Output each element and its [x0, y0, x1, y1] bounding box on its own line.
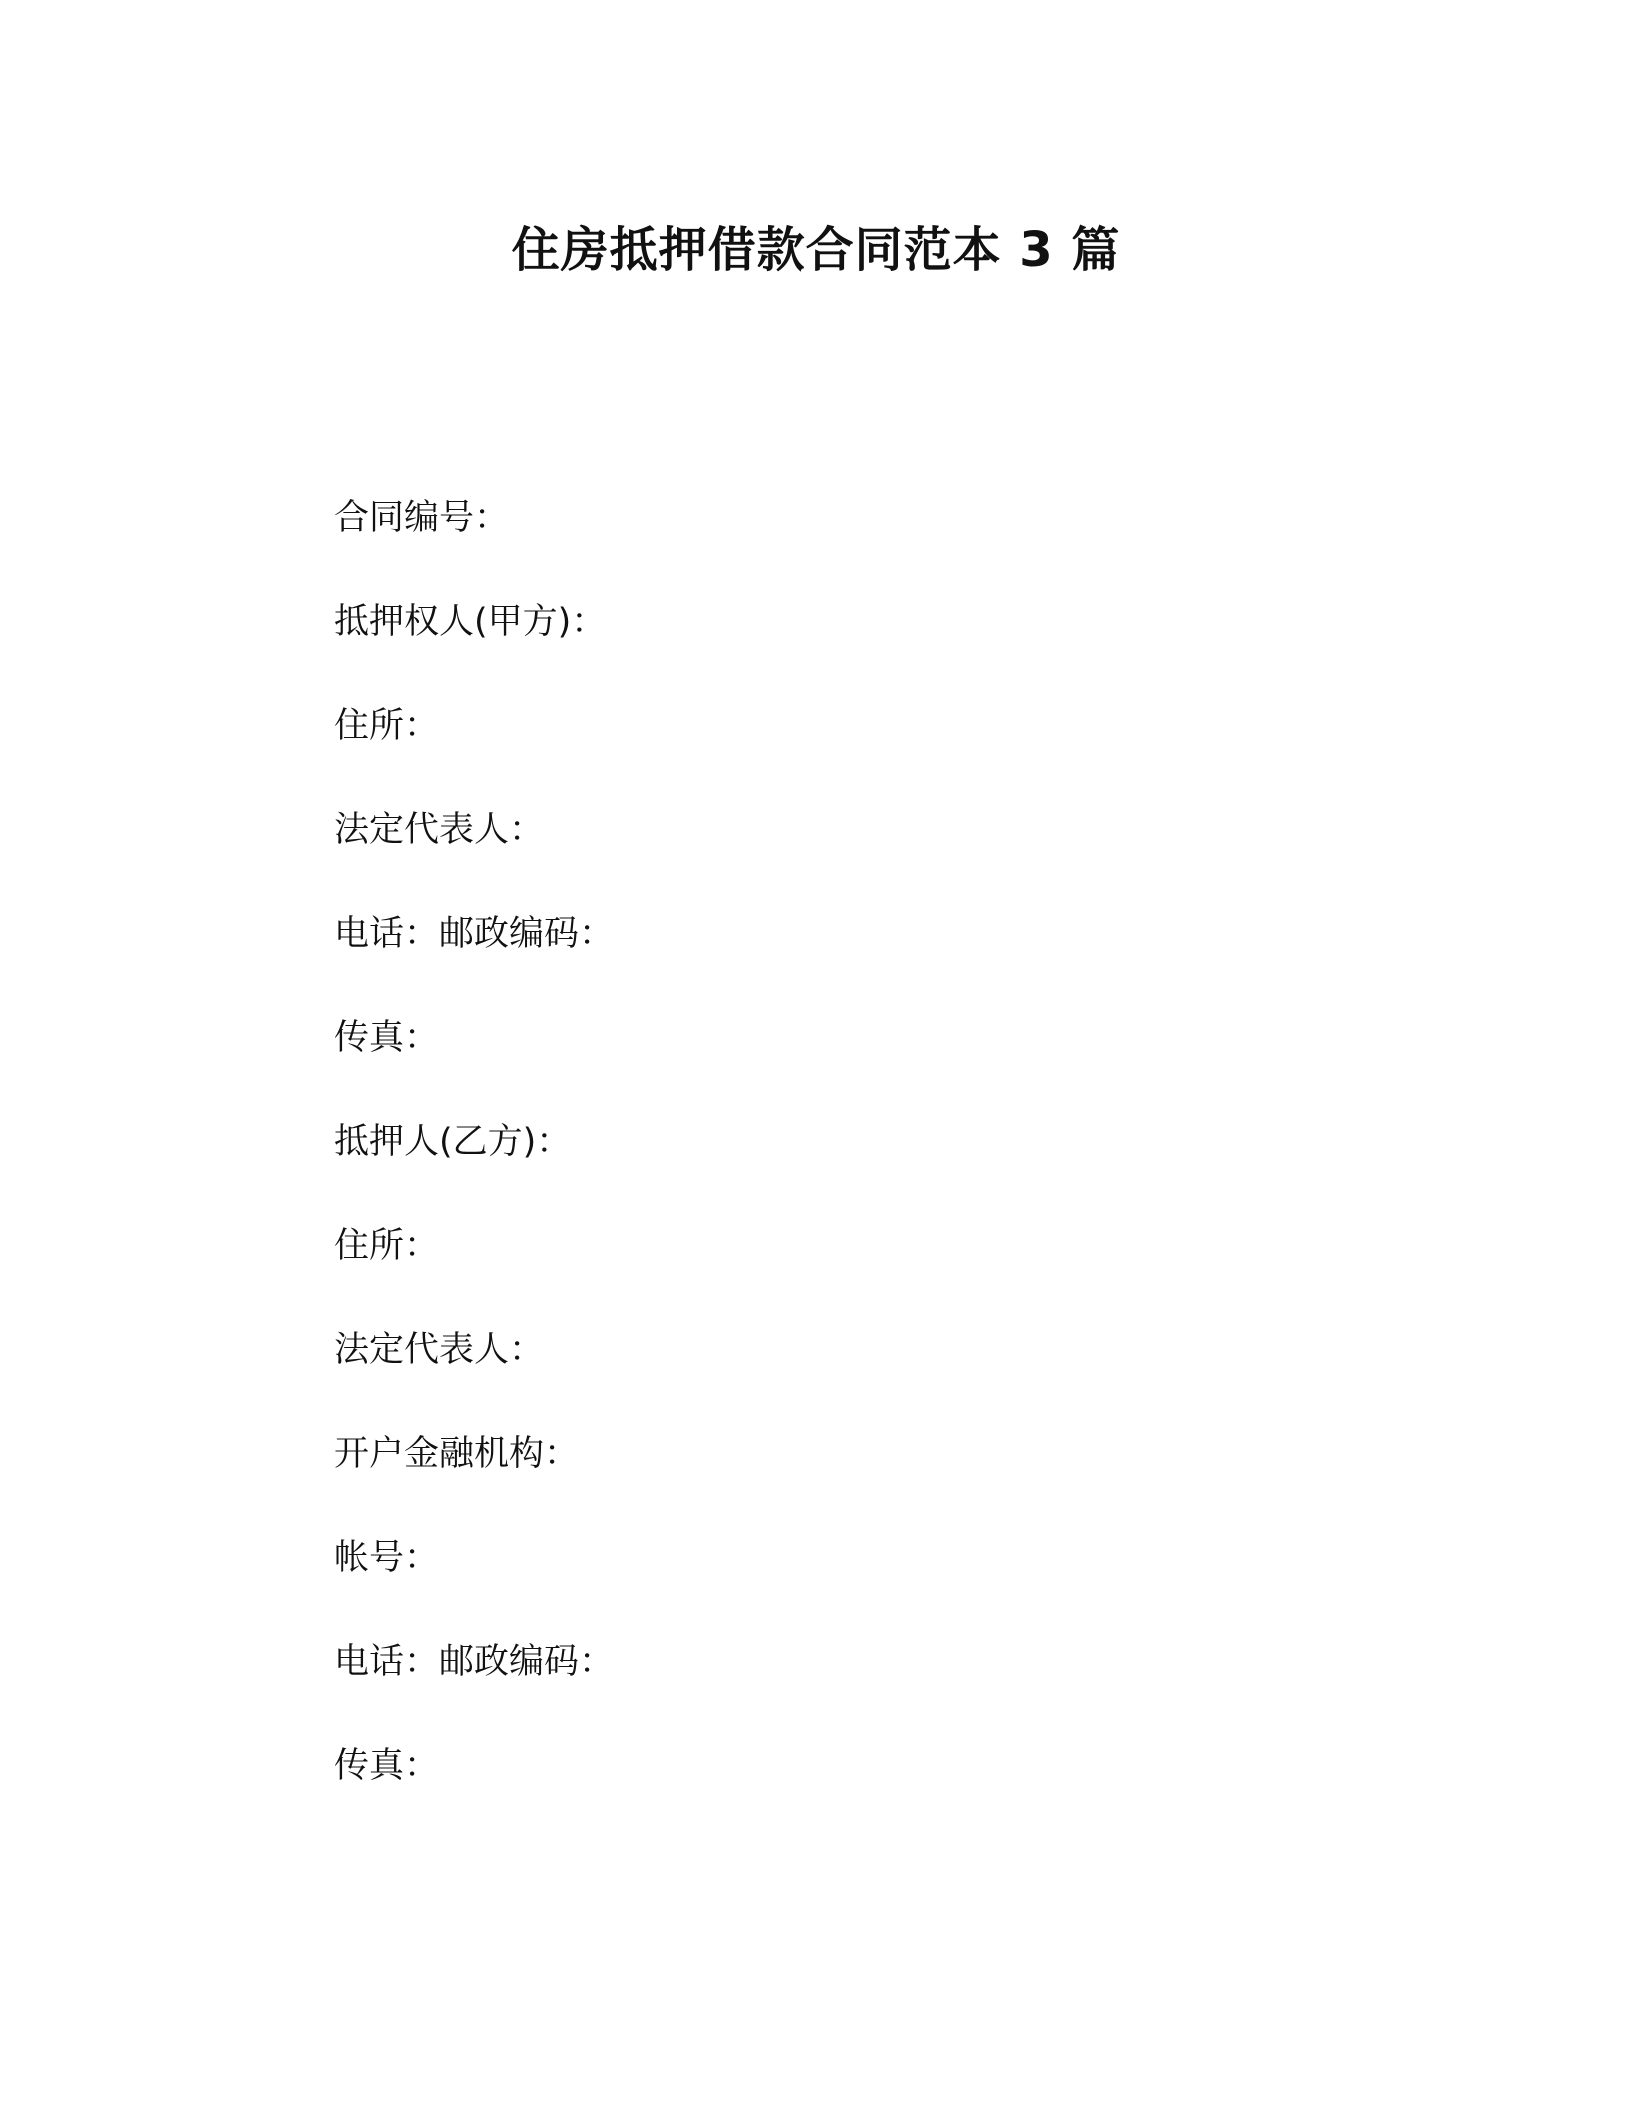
field-mortgagee-fax: 传真：	[334, 1018, 440, 1058]
field-mortgagor-legal-representative: 法定代表人：	[334, 1330, 545, 1370]
field-mortgagee-phone-postcode: 电话：邮政编码：	[334, 914, 615, 954]
field-account-number: 帐号：	[334, 1538, 440, 1578]
field-mortgagor-phone-postcode: 电话：邮政编码：	[334, 1642, 615, 1682]
field-mortgagor: 抵押人(乙方)：	[334, 1122, 572, 1162]
field-bank: 开户金融机构：	[334, 1434, 580, 1474]
field-mortgagor-fax: 传真：	[334, 1746, 440, 1786]
document-title: 住房抵押借款合同范本 3 篇	[511, 222, 1121, 278]
field-mortgagee: 抵押权人(甲方)：	[334, 602, 607, 642]
field-mortgagor-address: 住所：	[334, 1226, 440, 1266]
field-mortgagee-legal-representative: 法定代表人：	[334, 810, 545, 850]
field-contract-number: 合同编号：	[334, 498, 510, 538]
field-mortgagee-address: 住所：	[334, 706, 440, 746]
contract-party-fields	[334, 490, 1334, 1842]
